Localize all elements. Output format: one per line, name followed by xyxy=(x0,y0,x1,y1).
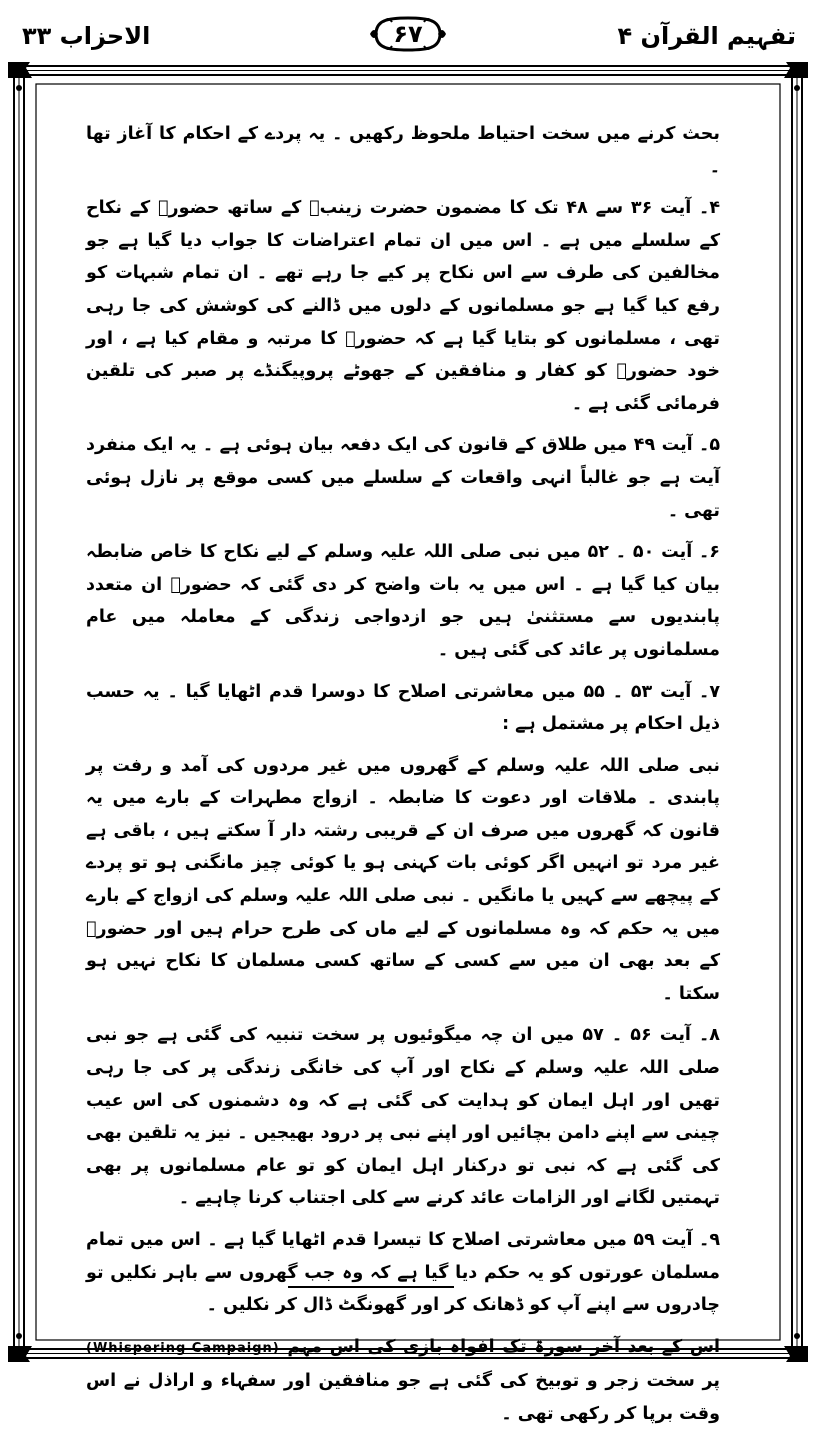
paragraph-final xyxy=(86,1331,720,1431)
final-text-start: اس کے بعد آخر سورۃ تک افواہ بازی کی اس مہم xyxy=(279,1336,720,1357)
whispering-campaign-term: (Whispering Campaign) xyxy=(86,1340,280,1356)
page-number-badge xyxy=(368,14,448,54)
paragraph-8: ۸۔ آیت ۵۶ ۔ ۵۷ میں ان چہ میگوئیوں پر سخت تنبیہ کی گئی ہے جو نبی صلی اللہ علیہ وسلم کے نکاح اور آپ کی خانگی زندگی پر کی جا رہی تھیں اور اہل ایمان کو ہدایت کی گئی ہے کہ وہ دشمنوں کی اس عیب چینی سے اپنے دامن بچائیں اور اپنے نبی پر درود بھیجیں ۔ نیز یہ تلقین بھی کی گئی ہے کہ نبی تو درکنار اہل ایمان کو تو عام مسلمانوں پر بھی تہمتیں لگانے اور الزامات عائد کرنے سے کلی اجتناب کرنا چاہیے ۔ xyxy=(86,1025,720,1209)
paragraph-5: ۵۔ آیت ۴۹ میں طلاق کے قانون کی ایک دفعہ بیان ہوئی ہے ۔ یہ ایک منفرد آیت ہے جو غالباً انہی واقعات کے سلسلے میں کسی موقع پر نازل ہوئی تھی ۔ xyxy=(86,435,720,521)
final-text-end: پر سخت زجر و توبیخ کی گئی ہے جو منافقین اور سفہاء و اراذل نے اس وقت برپا کر رکھی تھی ۔ xyxy=(86,1371,720,1424)
page-header xyxy=(0,8,816,54)
end-rule xyxy=(288,1286,454,1288)
surah-running-head: الاحزاب ۳۳ xyxy=(22,22,151,50)
paragraph-7-list: نبی صلی اللہ علیہ وسلم کے گھروں میں غیر مردوں کی آمد و رفت پر پابندی ۔ ملاقات اور دعوت کا ضابطہ ۔ ازواج مطہرات کے بارے میں یہ قانون کہ گھروں میں صرف ان کے قریبی رشتہ دار آ سکتے ہیں ، باقی ہے غیر مرد تو انہیں اگر کوئی بات کہنی ہو یا کوئی چیز مانگنی ہو تو پردے کے پیچھے سے کہیں یا مانگیں ۔ نبی صلی اللہ علیہ وسلم کی ازواج کے بارے میں یہ حکم کہ وہ مسلمانوں کے لیے ماں کی طرح حرام ہیں اور حضورؐ کے بعد بھی ان میں سے کسی کے ساتھ کسی مسلمان کا نکاح نہیں ہو سکتا ۔ xyxy=(86,755,720,1004)
paragraph-9: ۹۔ آیت ۵۹ میں معاشرتی اصلاح کا تیسرا قدم اٹھایا گیا ہے ۔ اس میں تمام مسلمان عورتوں کو یہ حکم دیا گیا ہے کہ وہ جب گھروں سے باہر نکلیں تو چادروں سے اپنے آپ کو ڈھانک کر اور گھونگٹ ڈال کر نکلیں ۔ xyxy=(86,1230,720,1316)
paragraph-4: ۴۔ آیت ۳۶ سے ۴۸ تک کا مضمون حضرت زینبؓ کے ساتھ حضورؐ کے نکاح کے سلسلے میں ہے ۔ اس میں ان تمام اعتراضات کا جواب دیا گیا ہے جو مخالفین کی طرف سے اس نکاح پر کیے جا رہے تھے ۔ ان تمام شبہات کو رفع کیا گیا ہے جو مسلمانوں کے دلوں میں ڈالنے کی کوشش کی جا رہی تھی ، مسلمانوں کو بتایا گیا ہے کہ حضورؐ کا مرتبہ و مقام کیا ہے ، اور خود حضورؐ کو کفار و منافقین کے جھوٹے پروپیگنڈے پر صبر کی تلقین فرمائی گئی ہے ۔ xyxy=(86,198,720,414)
paragraph-6: ۶۔ آیت ۵۰ ۔ ۵۲ میں نبی صلی اللہ علیہ وسلم کے لیے نکاح کا خاص ضابطہ بیان کیا گیا ہے ۔ اس میں یہ بات واضح کر دی گئی کہ حضورؐ ان متعدد پابندیوں سے مستثنیٰ ہیں جو ازدواجی زندگی کے معاملہ میں عام مسلمانوں پر عائد کی گئی ہیں ۔ xyxy=(86,542,720,660)
body-text xyxy=(86,118,720,1440)
paragraph-1: بحث کرنے میں سخت احتیاط ملحوظ رکھیں ۔ یہ پردے کے احکام کا آغاز تھا ۔ xyxy=(86,124,720,177)
paragraph-7: ۷۔ آیت ۵۳ ۔ ۵۵ میں معاشرتی اصلاح کا دوسرا قدم اٹھایا گیا ۔ یہ حسب ذیل احکام پر مشتمل ہے : xyxy=(86,681,720,735)
book-title: تفہیم القرآن ۴ xyxy=(617,22,796,50)
page-number: ۶۷ xyxy=(393,20,423,48)
